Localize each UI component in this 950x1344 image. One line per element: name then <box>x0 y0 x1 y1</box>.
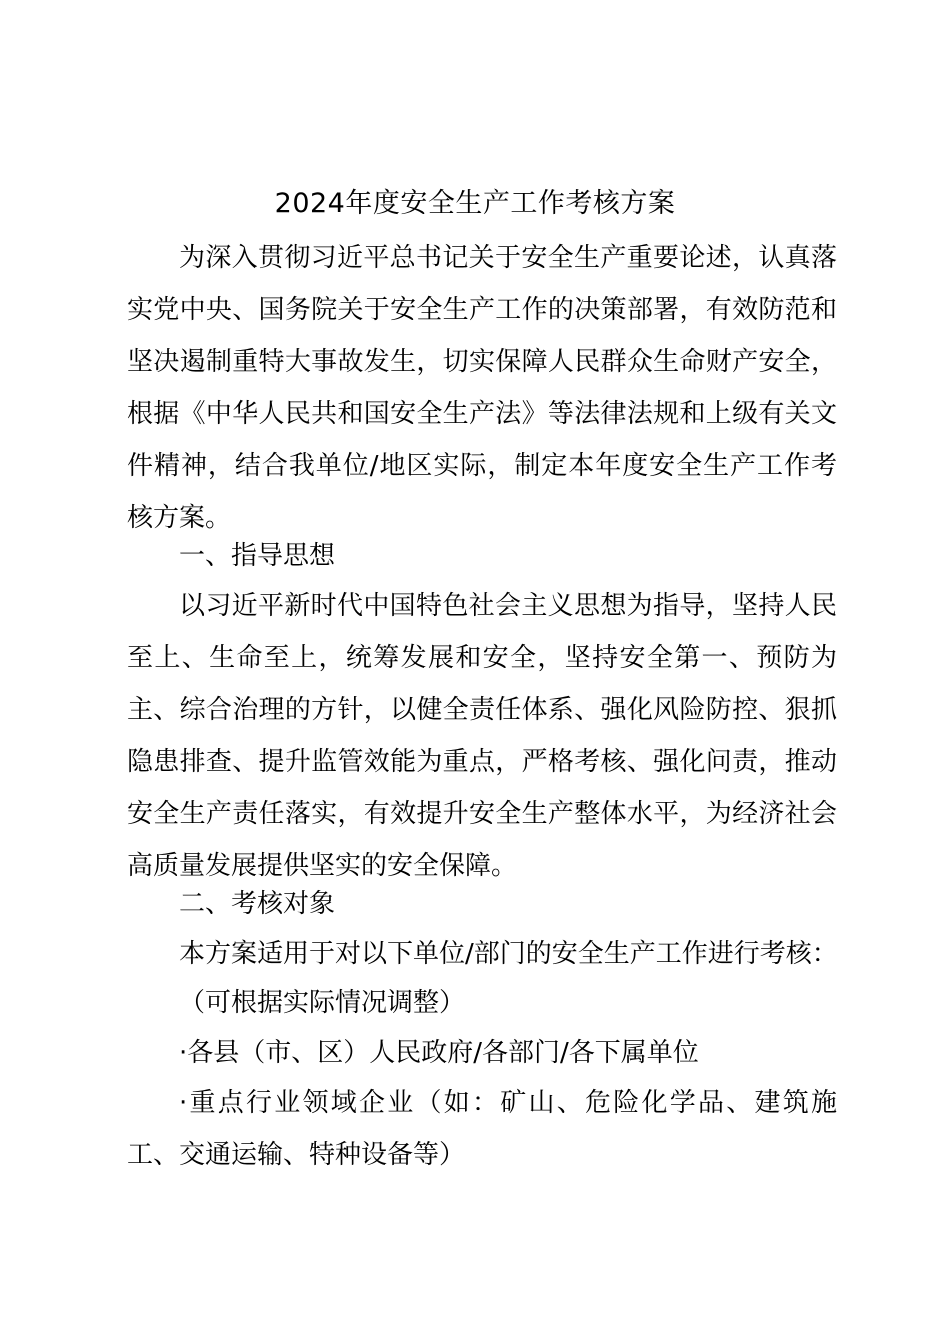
section-heading-assessment-targets: 二、考核对象 <box>179 889 336 919</box>
scope-statement: 本方案适用于对以下单位/部门的安全生产工作进行考核： <box>179 939 838 969</box>
section-heading-guiding-ideology: 一、指导思想 <box>179 541 336 571</box>
guiding-ideology-paragraph: 以习近平新时代中国特色社会主义思想为指导，坚持人民至上、生命至上，统筹发展和安全，坚持安全第一、预防为主、综合治理的方针，以健全责任体系、强化风险防控、狠抓隐患排查、提升监管效能为重点，严格考核、强化问责，推动安全生产责任落实，有效提升安全生产整体水平，为经济社会高质量发展提供坚实的安全保障。 <box>127 591 837 881</box>
document-title: 2024年度安全生产工作考核方案 <box>274 188 676 219</box>
adjustment-note: （可根据实际情况调整） <box>179 988 466 1018</box>
list-item: ·各县（市、区）人民政府/各部门/各下属单位 <box>179 1038 699 1068</box>
intro-paragraph: 为深入贯彻习近平总书记关于安全生产重要论述，认真落实党中央、国务院关于安全生产工作的决策部署，有效防范和坚决遏制重特大事故发生，切实保障人民群众生命财产安全，根据《中华人民共和国安全生产法》等法律法规和上级有关文件精神，结合我单位/地区实际，制定本年度安全生产工作考核方案。 <box>127 243 837 533</box>
list-item: ·重点行业领域企业（如：矿山、危险化学品、建筑施工、交通运输、特种设备等） <box>127 1088 837 1170</box>
